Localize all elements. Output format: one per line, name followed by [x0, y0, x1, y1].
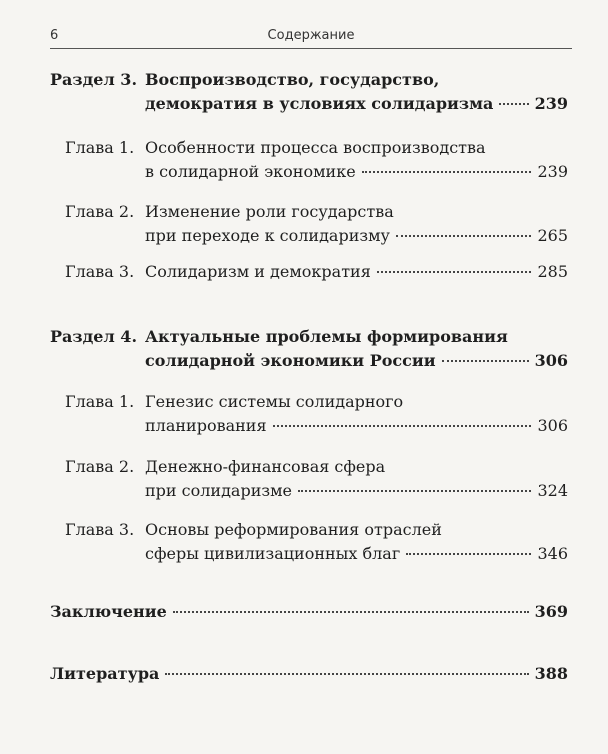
entry-title-line: Заключение — [50, 602, 167, 621]
dot-leader — [298, 490, 531, 492]
section-label: Раздел 4. — [50, 327, 138, 346]
page-ref: 306 — [537, 416, 568, 435]
chapter-label: Глава 3. — [65, 520, 135, 539]
entry-title-line: при переходе к солидаризму — [145, 226, 390, 245]
entry-title-line: сферы цивилизационных благ — [145, 544, 401, 563]
toc-entry-section-4[interactable] — [50, 325, 568, 373]
toc-entry-chapter[interactable] — [50, 136, 568, 184]
entry-title-line: Особенности процесса воспроизводства — [145, 138, 486, 157]
dot-leader — [362, 171, 532, 173]
chapter-label: Глава 2. — [65, 457, 135, 476]
chapter-label: Глава 1. — [65, 392, 135, 411]
entry-title-line: Основы реформирования отраслей — [145, 520, 442, 539]
entry-title-line: Изменение роли государства — [145, 202, 394, 221]
dot-leader — [396, 235, 532, 237]
page-number: 6 — [50, 28, 59, 43]
entry-title-line: Денежно-финансовая сфера — [145, 457, 386, 476]
dot-leader — [377, 271, 532, 273]
page-ref: 306 — [534, 351, 568, 370]
running-header — [50, 24, 572, 49]
toc-entry-chapter[interactable] — [50, 455, 568, 503]
toc-entry-literature[interactable] — [50, 662, 568, 686]
entry-title-line: Воспроизводство, государство, — [145, 70, 440, 89]
page-ref: 346 — [537, 544, 568, 563]
page-ref: 265 — [537, 226, 568, 245]
dot-leader — [442, 360, 529, 362]
dot-leader — [499, 103, 528, 105]
page-ref: 388 — [534, 664, 568, 683]
entry-title-line: Литература — [50, 664, 160, 683]
chapter-label: Глава 1. — [65, 138, 135, 157]
page-ref: 324 — [537, 481, 568, 500]
page-ref: 239 — [534, 94, 568, 113]
toc-entry-chapter[interactable] — [50, 390, 568, 438]
entry-title-line: солидарной экономики России — [145, 351, 436, 370]
dot-leader — [173, 611, 529, 613]
toc-entry-section-3[interactable] — [50, 68, 568, 116]
dot-leader — [165, 673, 528, 675]
chapter-label: Глава 3. — [65, 262, 135, 281]
page-ref: 239 — [537, 162, 568, 181]
entry-title-line: Солидаризм и демократия — [145, 262, 371, 281]
entry-title-line: планирования — [145, 416, 267, 435]
toc-entry-conclusion[interactable] — [50, 600, 568, 624]
toc-entry-chapter[interactable] — [50, 260, 568, 284]
entry-title-line: Генезис системы солидарного — [145, 392, 404, 411]
entry-title-line: демократия в условиях солидаризма — [145, 94, 494, 113]
running-title: Содержание — [267, 28, 355, 43]
dot-leader — [406, 553, 531, 555]
dot-leader — [273, 425, 532, 427]
page-ref: 369 — [534, 602, 568, 621]
page-ref: 285 — [537, 262, 568, 281]
entry-title-line: при солидаризме — [145, 481, 293, 500]
toc-entry-chapter[interactable] — [50, 200, 568, 248]
entry-title-line: Актуальные проблемы формирования — [145, 327, 508, 346]
toc-entry-chapter[interactable] — [50, 518, 568, 566]
chapter-label: Глава 2. — [65, 202, 135, 221]
entry-title-line: в солидарной экономике — [145, 162, 356, 181]
section-label: Раздел 3. — [50, 70, 138, 89]
